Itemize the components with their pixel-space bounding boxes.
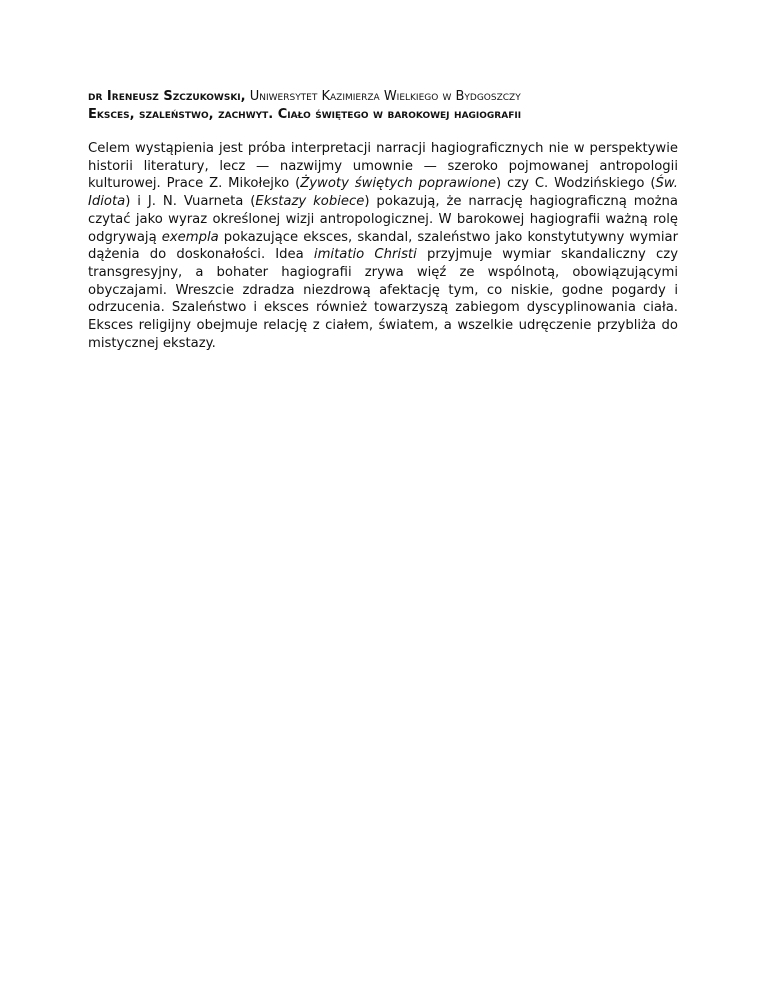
abstract-italic-term: imitatio Christi <box>313 247 417 263</box>
abstract-text: ) czy C. Wodzińskiego ( <box>495 176 656 192</box>
document-page <box>88 88 678 366</box>
abstract-text: przyjmuje wymiar skandaliczny czy transgresyjny, a bohater hagiografii zrywa więź ze wspólnotą, obowiązującymi obyczajami. Wreszcie zdradza niezdrową afektację tym, co niskie, godne pogardy i odrzucenia. Szaleństwo i eksces również towarzyszą zabiegom dyscyplinowania ciała. Eksces religijny obejmuje relację z ciałem, światem, a wszelkie udręczenie przybliża do mistycznej ekstazy. <box>88 247 679 351</box>
abstract-italic-title: Ekstazy kobiece <box>255 194 365 210</box>
abstract-text: ) i J. N. Vuarneta ( <box>125 194 256 210</box>
author-name: dr Ireneusz Szczukowski, <box>88 89 246 104</box>
abstract-text: pokazujące eksces, skandal, szaleństwo jako konstytutywny wymiar dążenia do doskonałości. Idea <box>88 229 679 263</box>
abstract-text: Celem wystąpienia jest próba interpretacji narracji hagiograficznych nie w perspektywie historii literatury, lecz — nazwijmy umownie — szeroko pojmowanej antropologii kulturowej. Prace Z. Mikołejko ( <box>88 141 678 192</box>
abstract-text: ) pokazują, że narrację hagiograficzną można czytać jako wyraz określonej wizji antropologicznej. W barokowej hagiografii ważną rolę odgrywają <box>88 194 678 245</box>
author-line <box>88 88 678 106</box>
paper-title: Eksces, szaleństwo, zachwyt. Ciało świętego w barokowej hagiografii <box>88 107 522 122</box>
abstract-paragraph <box>88 140 678 352</box>
author-affiliation: Uniwersytet Kazimierza Wielkiego w Bydgoszczy <box>249 89 521 104</box>
abstract-italic-term: exempla <box>161 229 219 245</box>
abstract-italic-title: Żywoty świętych poprawione <box>300 176 496 192</box>
abstract-italic-title: Św. Idiota <box>88 176 678 210</box>
